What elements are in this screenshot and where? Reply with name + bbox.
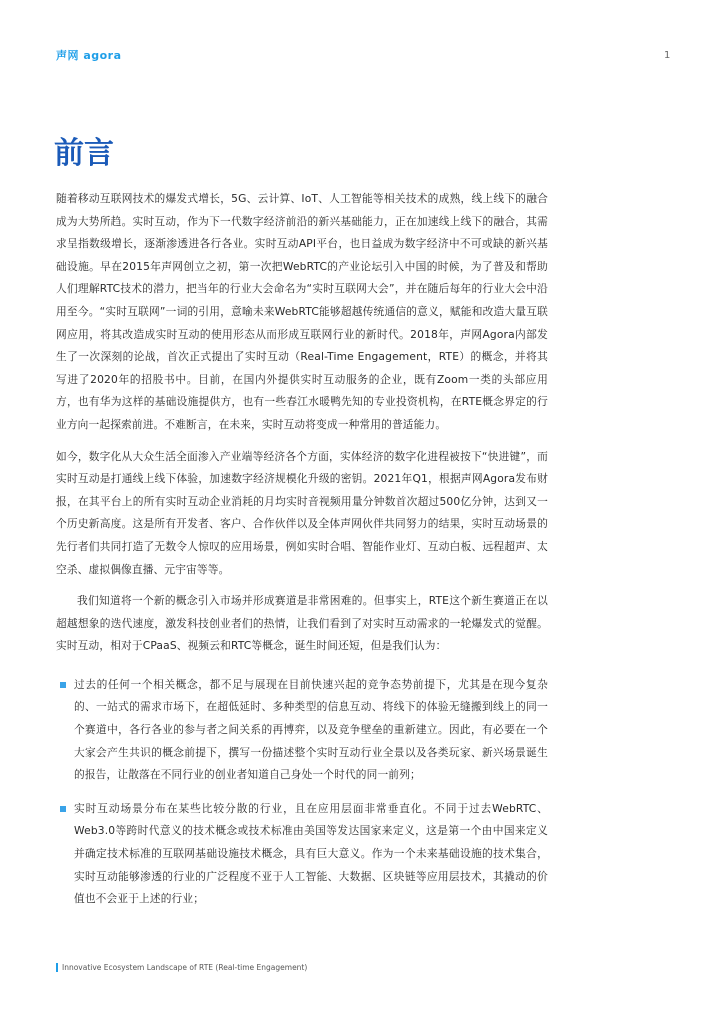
list-item <box>56 674 548 787</box>
footer-text: Innovative Ecosystem Landscape of RTE (Real-time Engagement) <box>62 963 308 972</box>
bullet-square-icon <box>60 682 66 688</box>
list-item-text: 过去的任何一个相关概念，都不足与展现在目前快速兴起的竞争态势前提下，尤其是在现今复杂的、一站式的需求市场下，在超低延时、多种类型的信息互动、将线下的体验无缝搬到线上的同一个赛道中，各行各业的参与者之间关系的再博弈，以及竞争壁垒的重新建立。因此，有必要在一个大家会产生共识的概念前提下，撰写一份描述整个实时互动行业全景以及各类玩家、新兴场景诞生的报告，让散落在不同行业的创业者知道自己身处一个时代的同一前列； <box>74 677 548 782</box>
list-item <box>56 798 548 911</box>
page-footer <box>56 963 307 972</box>
bullet-list <box>56 674 548 911</box>
paragraph: 随着移动互联网技术的爆发式增长，5G、云计算、IoT、人工智能等相关技术的成熟，线上线下的融合成为大势所趋。实时互动，作为下一代数字经济前沿的新兴基础能力，正在加速线上线下的融合，其需求呈指数级增长，逐渐渗透进各行各业。实时互动API平台，也日益成为数字经济中不可或缺的新兴基础设施。早在2015年声网创立之初，第一次把WebRTC的产业论坛引入中国的时候，为了普及和帮助人们理解RTC技术的潜力，把当年的行业大会命名为“实时互联网大会”，并在随后每年的行业大会中沿用至今。“实时互联网”一词的引用，意喻未来WebRTC能够超越传统通信的意义，赋能和改造大量互联网应用，将其改造成实时互动的使用形态从而形成互联网行业的新时代。2018年，声网Agora内部发生了一次深刻的论战，首次正式提出了实时互动（Real-Time Engagement，RTE）的概念，并将其写进了2020年的招股书中。目前，在国内外提供实时互动服务的企业，既有Zoom一类的头部应用方，也有华为这样的基础设施提供方，也有一些春江水暖鸭先知的专业投资机构，在RTE概念界定的行业方向一起探索前进。不难断言，在未来，实时互动将变成一种常用的普适能力。 <box>56 192 548 431</box>
body-text <box>56 188 548 922</box>
paragraph: 我们知道将一个新的概念引入市场并形成赛道是非常困难的。但事实上，RTE这个新生赛道正在以超越想象的迭代速度，激发科技创业者们的热情，让我们看到了对实时互动需求的一轮爆发式的觉醒。实时互动，相对于CPaaS、视频云和RTC等概念，诞生时间还短，但是我们认为： <box>56 594 548 653</box>
page-number: 1 <box>664 50 671 61</box>
page-title: 前言 <box>54 136 114 171</box>
paragraph: 如今，数字化从大众生活全面渗入产业端等经济各个方面，实体经济的数字化进程被按下“快进键”，而实时互动是打通线上线下体验，加速数字经济规模化升级的密钥。2021年Q1，根据声网Agora发布财报，在其平台上的所有实时互动企业消耗的月均实时音视频用量分钟数首次超过500亿分钟，达到又一个历史新高度。这是所有开发者、客户、合作伙伴以及全体声网伙伴共同努力的结果，实时互动场景的先行者们共同打造了无数令人惊叹的应用场景，例如实时合唱、智能作业灯、互动白板、远程超声、太空杀、虚拟偶像直播、元宇宙等等。 <box>56 449 548 576</box>
list-item-text: 实时互动场景分布在某些比较分散的行业，且在应用层面非常垂直化。不同于过去WebRTC、Web3.0等跨时代意义的技术概念或技术标准由美国等发达国家来定义，这是第一个由中国来定义并确定技术标准的互联网基础设施技术概念，具有巨大意义。作为一个未来基础设施的技术集合，实时互动能够渗透的行业的广泛程度不亚于人工智能、大数据、区块链等应用层技术，其撬动的价值也不会亚于上述的行业； <box>74 801 548 906</box>
footer-bar-icon <box>56 963 58 972</box>
agora-logo: 声网 agora <box>56 49 122 62</box>
bullet-square-icon <box>60 806 66 812</box>
